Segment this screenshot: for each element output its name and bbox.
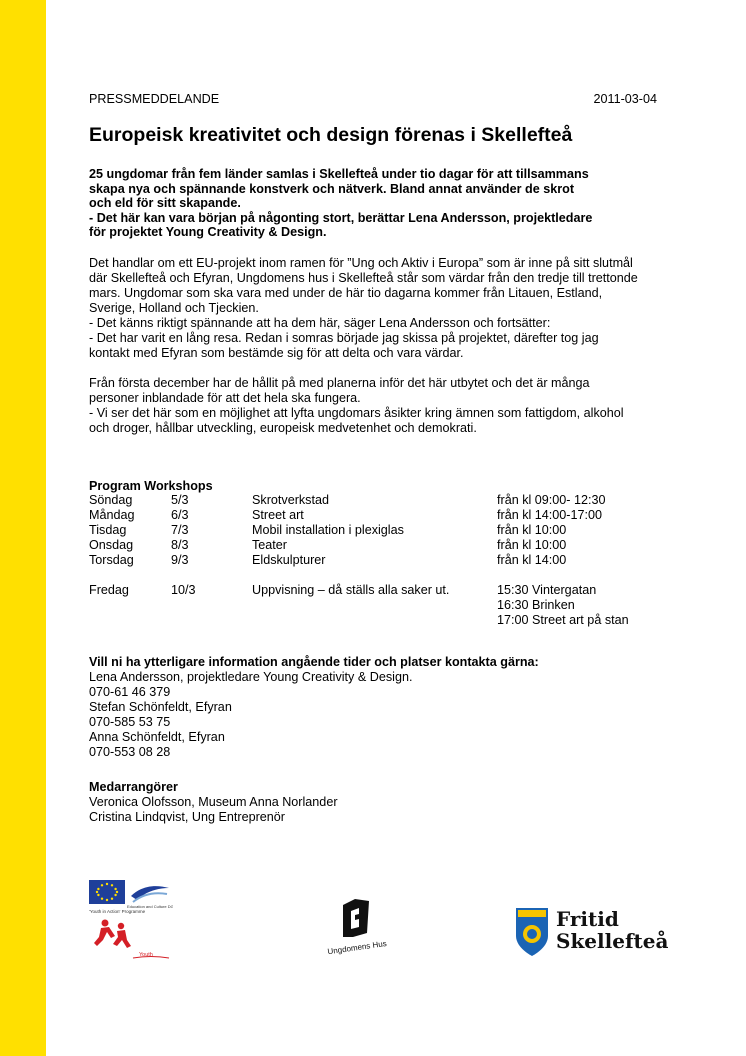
schedule-date: 7/3 [171,523,189,537]
body-line: - Vi ser det här som en möjlighet att lyfta ungdomars åsikter kring ämnen som fattigdom, alkohol [89,406,624,420]
schedule-row [89,493,689,508]
organizer-line: Veronica Olofsson, Museum Anna Norlander [89,795,338,809]
skelleftea-shield-icon [514,906,674,958]
schedule-time: från kl 10:00 [497,523,567,537]
lead-quote-line: - Det här kan vara början på någonting stort, berättar Lena Andersson, projektledare [89,210,593,225]
skelleftea-text: Skellefteå [556,929,669,953]
contact-phone: 070-61 46 379 [89,685,171,699]
co-organizers [89,780,689,825]
contact-phone: 070-553 08 28 [89,745,171,759]
schedule-time: 16:30 Brinken [497,598,575,612]
release-date: 2011-03-04 [593,92,657,106]
contact-line: Stefan Schönfeldt, Efyran [89,700,232,714]
youth-label: Youth [139,952,153,958]
yellow-side-bar [0,0,46,1056]
eu-flag-icon [89,880,173,960]
schedule-time: 17:00 Street art på stan [497,613,629,627]
schedule-time: från kl 14:00-17:00 [497,508,603,522]
fritid-skelleftea-logo [514,906,674,958]
lead-quote-line: för projektet Young Creativity & Design. [89,225,327,239]
contact-line: Anna Schönfeldt, Efyran [89,730,225,744]
schedule-activity: Teater [252,538,288,552]
schedule-day: Onsdag [89,538,134,552]
schedule-row [89,553,689,568]
schedule-activity: Uppvisning – då ställs alla saker ut. [252,583,450,597]
lead-line: och eld för sitt skapande. [89,196,241,210]
schedule-time: från kl 10:00 [497,538,567,552]
schedule-row-final [89,583,689,598]
schedule-day: Tisdag [89,523,127,537]
schedule-day: Måndag [89,508,135,522]
lead-line: 25 ungdomar från fem länder samlas i Skellefteå under tio dagar för att tillsammans [89,167,589,181]
schedule-date: 9/3 [171,553,189,567]
body-line: kontakt med Efyran som bestämde sig för att delta och vara värdar. [89,346,464,360]
schedule-row [89,538,689,553]
schedule-activity: Skrotverkstad [252,493,329,507]
ungdomens-hus-icon [325,893,425,955]
headline: Europeisk kreativitet och design förenas i Skellefteå [89,124,573,146]
youth-figures-icon [94,920,131,949]
schedule-time: från kl 14:00 [497,553,567,567]
body-line: mars. Ungdomar som ska vara med under de här tio dagarna kommer från Litauen, Estland, [89,286,603,300]
schedule-date: 6/3 [171,508,189,522]
schedule-row [89,508,689,523]
ungdomens-hus-logo [325,893,425,955]
organizer-line: Cristina Lindqvist, Ung Entreprenör [89,810,285,824]
schedule-day: Fredag [89,583,129,597]
schedule-row-final-extra [89,613,689,628]
document-type-label: PRESSMEDDELANDE [89,92,220,106]
body-line: där Skellefteå och Efyran, Ungdomens hus i Skellefteå står som värdar från den tredje till trettonde [89,271,638,285]
schedule-date: 10/3 [171,583,196,597]
body-line: Sverige, Holland och Tjeckien. [89,301,259,315]
schedule-row-final-extra [89,598,689,613]
contact-heading: Vill ni ha ytterligare information angående tider och platser kontakta gärna: [89,655,539,669]
schedule-row [89,523,689,538]
contact-line: Lena Andersson, projektledare Young Creativity & Design. [89,670,413,684]
schedule-time: 15:30 Vintergatan [497,583,597,597]
body-line: - Det känns riktigt spännande att ha dem här, säger Lena Andersson och fortsätter: [89,316,551,330]
schedule-day: Söndag [89,493,133,507]
schedule-activity: Street art [252,508,304,522]
schedule-date: 8/3 [171,538,189,552]
contact-info [89,655,689,760]
eu-youth-in-action-logo [89,880,173,960]
ungdomens-hus-label: Ungdomens Hus [326,939,388,955]
header [89,92,657,107]
body-line: Från första december har de hållit på med planerna inför det här utbytet och det är många [89,376,590,390]
schedule-time: från kl 09:00- 12:30 [497,493,606,507]
body-line: och droger, hållbar utveckling, europeisk medvetenhet och demokrati. [89,421,477,435]
lead-line: skapa nya och spännande konstverk och nätverk. Bland annat använder de skrot [89,181,575,196]
eu-caption: Education and Culture DG [127,904,173,909]
body-line: Det handlar om ett EU-projekt inom ramen för ”Ung och Aktiv i Europa” som är inne på sitt slutmål [89,256,633,270]
body-line: - Det har varit en lång resa. Redan i somras började jag skissa på projektet, därefter tog jag [89,331,599,345]
contact-phone: 070-585 53 75 [89,715,171,729]
body-line: personer inblandade för att det hela ska fungera. [89,391,361,405]
body-text [89,256,699,436]
schedule-day: Torsdag [89,553,134,567]
schedule-date: 5/3 [171,493,189,507]
schedule-activity: Mobil installation i plexiglas [252,523,404,537]
organizers-heading: Medarrangörer [89,780,178,794]
schedule-activity: Eldskulpturer [252,553,326,567]
yia-caption: 'Youth in Action' Programme [89,909,146,914]
fritid-text: Fritid [556,907,619,931]
program-heading: Program Workshops [89,479,213,493]
program-schedule [89,480,689,628]
lead-paragraph [89,167,699,240]
